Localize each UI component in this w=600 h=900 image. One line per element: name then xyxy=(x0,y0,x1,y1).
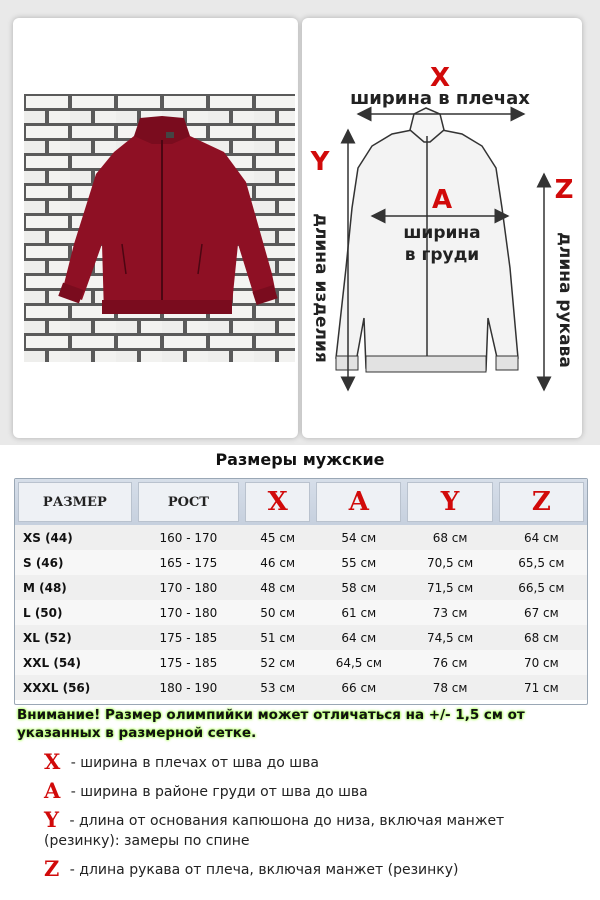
shoulders-label: ширина в плечах xyxy=(350,88,530,109)
header-x-text: X xyxy=(267,487,288,517)
header-size xyxy=(15,479,135,525)
cell-size: XXXL (56) xyxy=(15,675,135,700)
size-table-header-row xyxy=(15,479,587,525)
cell-z: 64 см xyxy=(496,525,587,550)
chest-label-line1: ширина xyxy=(403,223,481,243)
header-z xyxy=(496,479,587,525)
legend-item-z xyxy=(44,856,564,881)
header-height-text: РОСТ xyxy=(167,494,209,510)
size-table xyxy=(15,479,587,700)
cell-a: 55 см xyxy=(313,550,404,575)
sleeve-label: длина рукава xyxy=(555,232,575,368)
x-letter: X xyxy=(429,63,451,93)
cell-size: XXL (54) xyxy=(15,650,135,675)
jacket-diagram xyxy=(302,18,582,438)
legend-letter-a: A xyxy=(44,778,61,803)
cell-z: 68 см xyxy=(496,625,587,650)
cell-size: XL (52) xyxy=(15,625,135,650)
cell-y: 73 см xyxy=(404,600,495,625)
cell-y: 70,5 см xyxy=(404,550,495,575)
cell-x: 46 см xyxy=(242,550,313,575)
product-photo-card xyxy=(13,18,298,438)
header-y-text: Y xyxy=(440,487,460,517)
legend-item-x xyxy=(44,749,564,774)
cell-x: 48 см xyxy=(242,575,313,600)
table-row xyxy=(15,675,587,700)
cell-height: 175 - 185 xyxy=(135,625,243,650)
cell-height: 160 - 170 xyxy=(135,525,243,550)
table-row xyxy=(15,550,587,575)
table-row xyxy=(15,650,587,675)
cell-z: 66,5 см xyxy=(496,575,587,600)
cell-a: 64 см xyxy=(313,625,404,650)
header-size-text: РАЗМЕР xyxy=(42,494,107,510)
cell-size: S (46) xyxy=(15,550,135,575)
length-label: длина изделия xyxy=(311,213,331,363)
legend-item-a xyxy=(44,778,564,803)
cell-a: 64,5 см xyxy=(313,650,404,675)
cell-height: 165 - 175 xyxy=(135,550,243,575)
legend-item-y xyxy=(44,807,564,851)
cell-y: 78 см xyxy=(404,675,495,700)
cell-z: 65,5 см xyxy=(496,550,587,575)
cell-height: 170 - 180 xyxy=(135,600,243,625)
header-y xyxy=(404,479,495,525)
cell-x: 53 см xyxy=(242,675,313,700)
chest-label-line2: в груди xyxy=(404,245,480,265)
cell-size: XS (44) xyxy=(15,525,135,550)
cell-size: M (48) xyxy=(15,575,135,600)
cell-height: 180 - 190 xyxy=(135,675,243,700)
table-row xyxy=(15,575,587,600)
cell-y: 71,5 см xyxy=(404,575,495,600)
z-letter: Z xyxy=(554,175,574,205)
cell-a: 58 см xyxy=(313,575,404,600)
legend-text-z: - длина рукава от плеча, включая манжет (резинку) xyxy=(69,862,459,878)
size-table-title: Размеры мужские xyxy=(215,450,385,469)
cell-x: 50 см xyxy=(242,600,313,625)
cell-y: 68 см xyxy=(404,525,495,550)
measurement-legend xyxy=(44,749,564,888)
table-row xyxy=(15,525,587,550)
legend-letter-x: X xyxy=(44,749,61,774)
header-x xyxy=(242,479,313,525)
legend-letter-z: Z xyxy=(44,856,60,881)
cell-x: 52 см xyxy=(242,650,313,675)
cell-x: 45 см xyxy=(242,525,313,550)
legend-text-x: - ширина в плечах от шва до шва xyxy=(70,755,319,771)
header-a xyxy=(313,479,404,525)
legend-letter-y: Y xyxy=(44,807,59,832)
product-images-area xyxy=(0,0,600,445)
cell-z: 67 см xyxy=(496,600,587,625)
cell-a: 54 см xyxy=(313,525,404,550)
cell-height: 170 - 180 xyxy=(135,575,243,600)
measurement-diagram-card xyxy=(302,18,582,438)
legend-text-a: - ширина в районе груди от шва до шва xyxy=(70,784,368,800)
header-height xyxy=(135,479,243,525)
cell-y: 76 см xyxy=(404,650,495,675)
a-letter: A xyxy=(431,185,453,215)
size-table-container xyxy=(14,478,588,705)
product-photo xyxy=(24,94,295,362)
size-warning: Внимание! Размер олимпийки может отличаться на +/- 1,5 см от указанных в размерной сетке. xyxy=(17,707,525,741)
cell-z: 70 см xyxy=(496,650,587,675)
table-row xyxy=(15,600,587,625)
cell-y: 74,5 см xyxy=(404,625,495,650)
header-z-text: Z xyxy=(531,487,551,517)
cell-a: 61 см xyxy=(313,600,404,625)
cell-size: L (50) xyxy=(15,600,135,625)
cell-x: 51 см xyxy=(242,625,313,650)
y-letter: Y xyxy=(310,147,330,177)
header-a-text: A xyxy=(348,487,369,517)
cell-height: 175 - 185 xyxy=(135,650,243,675)
table-row xyxy=(15,625,587,650)
legend-text-y: - длина от основания капюшона до низа, включая манжет (резинку): замеры по спине xyxy=(44,813,505,849)
cell-a: 66 см xyxy=(313,675,404,700)
cell-z: 71 см xyxy=(496,675,587,700)
